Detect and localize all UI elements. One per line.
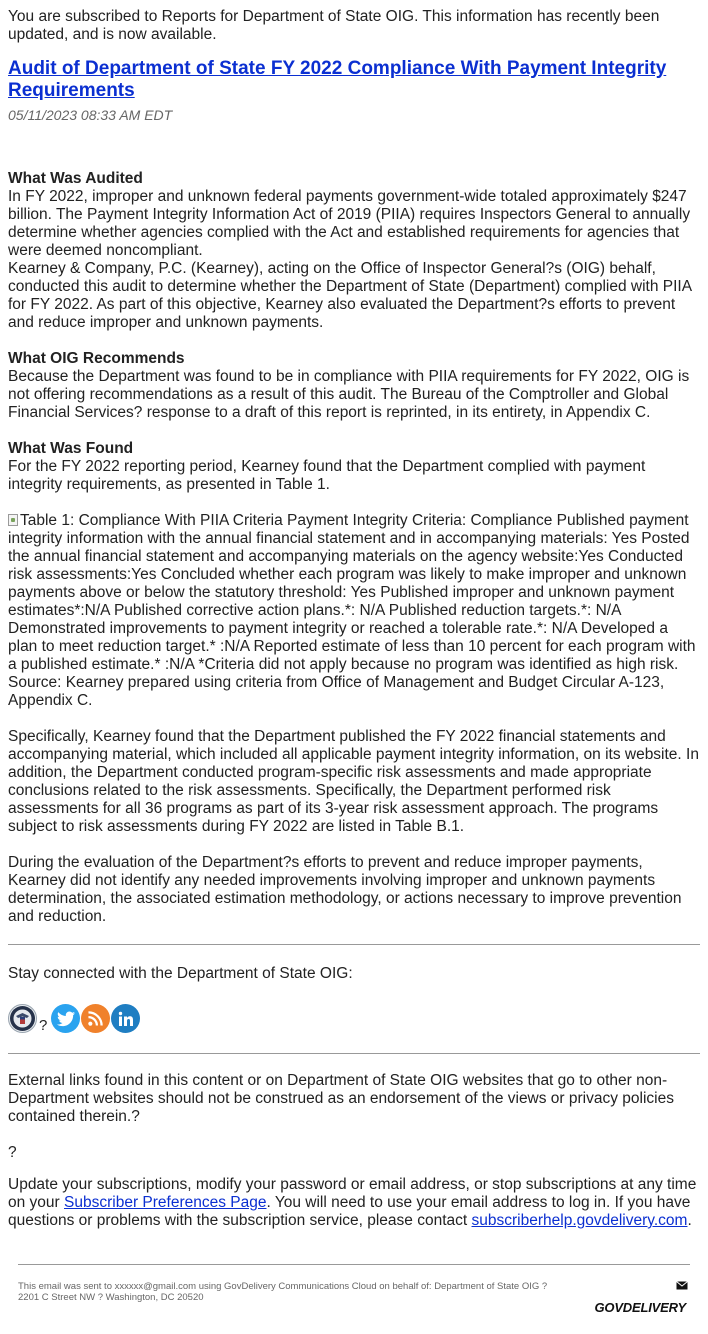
paragraph: During the evaluation of the Department?s efforts to prevent and reduce improper payments, Kearney did not identify any needed improvements involving improper and unknown payments determination, the associated estimation methodology, or actions necessary to improve prevention and reduction. <box>8 854 682 925</box>
section-heading: What OIG Recommends <box>8 350 185 367</box>
govdelivery-logo-text: GOVDELIVERY <box>594 1300 686 1315</box>
stray-text: ? <box>8 1144 17 1161</box>
subscription-text: . <box>687 1212 692 1229</box>
subscription-text: Update your subscriptions, modify your password or email address, or stop subscriptions at any time on your <box>8 1176 697 1211</box>
intro-text: You are subscribed to Reports for Department of State OIG. This information has recently been updated, and is now available. <box>8 8 660 43</box>
twitter-icon[interactable] <box>51 1004 80 1033</box>
section-heading: What Was Found <box>8 440 134 457</box>
social-links <box>8 1001 700 1033</box>
footer <box>18 1281 690 1321</box>
paragraph: Because the Department was found to be in compliance with PIIA requirements for FY 2022, OIG is not offering recommendations as a result of this audit. The Bureau of the Comptroller and Global Financial Services? response to a draft of this report is reprinted, in its entirety, in Appendix C. <box>8 368 690 421</box>
section-what-was-audited <box>8 170 700 332</box>
subscriber-preferences-link[interactable]: Subscriber Preferences Page <box>64 1194 267 1211</box>
govdelivery-logo <box>590 1287 690 1313</box>
footer-sent-text: This email was sent to xxxxxx@gmail.com using GovDelivery Communications Cloud on behalf of: Department of State OIG ? <box>18 1281 548 1292</box>
section-heading: What Was Audited <box>8 170 143 187</box>
state-seal-icon[interactable] <box>8 1004 37 1033</box>
section-what-oig-recommends <box>8 350 700 422</box>
subscription-text: . You will need to use your email address to log in. If you have questions or problems with the subscription service, please contact <box>8 1194 691 1229</box>
publish-date: 05/11/2023 08:33 AM EDT <box>8 107 173 123</box>
report-title-link[interactable]: Audit of Department of State FY 2022 Compliance With Payment Integrity Requirements <box>8 58 667 101</box>
rss-icon[interactable] <box>81 1004 110 1033</box>
footer-divider <box>18 1264 690 1265</box>
table-alt-text: Table 1: Compliance With PIIA Criteria Payment Integrity Criteria: Compliance Published payment integrity information with the annual financial statement and in accompanying materials: Yes Posted the annual financial statement and accompanying materials on the agency website:Yes Conducted risk assessments:Yes Concluded whether each program was likely to make improper and unknown payments above or below the statutory threshold: Yes Published improper and unknown payment estimates*:N/A Published corrective action plans.*: N/A Published reduction targets.*: N/A Demonstrated improvements to payment integrity or reached a tolerable rate.*: N/A Developed a plan to meet reduction target.* :N/A Reported estimate of less than 10 percent for each program with a published estimate.* :N/A *Criteria did not apply because no program was identified as high risk. Source: Kearney prepared using criteria from Office of Management and Budget Circular A-123, Appendix C. <box>8 512 696 709</box>
table-1-image-alt <box>8 512 700 710</box>
paragraph: In FY 2022, improper and unknown federal payments government-wide totaled approximately $247 billion. The Payment Integrity Information Act of 2019 (PIIA) requires Inspectors General to annually determine whether agencies complied with the Act and established requirements for agencies that were deemed noncompliant. <box>8 188 691 259</box>
section-what-was-found <box>8 440 700 494</box>
paragraph: Specifically, Kearney found that the Department published the FY 2022 financial statements and accompanying material, which included all applicable payment integrity information, on its website. In addition, the Department conducted program-specific risk assessments and made appropriate conclusions related to the risk assessments. Specifically, the Department performed risk assessments for all 36 programs as part of its 3-year risk assessment approach. The programs subject to risk assessments during FY 2022 are listed in Table B.1. <box>8 728 699 835</box>
disclaimer-text: External links found in this content or on Department of State OIG websites that go to other non-Department websites should not be construed as an endorsement of the views or privacy policies contained therein.? <box>8 1072 674 1125</box>
subscriber-help-link[interactable]: subscriberhelp.govdelivery.com <box>471 1212 688 1229</box>
subscription-info <box>8 1176 700 1230</box>
stay-connected-text: Stay connected with the Department of State OIG: <box>8 965 353 982</box>
separator-text: ? <box>39 1017 48 1034</box>
paragraph: Kearney & Company, P.C. (Kearney), acting on the Office of Inspector General?s (OIG) behalf, conducted this audit to determine whether the Department of State (Department) complied with PIIA for FY 2022. As part of this objective, Kearney also evaluated the Department?s efforts to prevent and reduce improper and unknown payments. <box>8 260 692 331</box>
broken-image-icon <box>8 514 18 526</box>
divider <box>8 944 700 945</box>
linkedin-icon[interactable] <box>111 1004 140 1033</box>
divider <box>8 1053 700 1054</box>
footer-address: 2201 C Street NW ? Washington, DC 20520 <box>18 1292 204 1303</box>
paragraph: For the FY 2022 reporting period, Kearney found that the Department complied with payment integrity requirements, as presented in Table 1. <box>8 458 646 493</box>
envelope-icon <box>676 1281 688 1290</box>
